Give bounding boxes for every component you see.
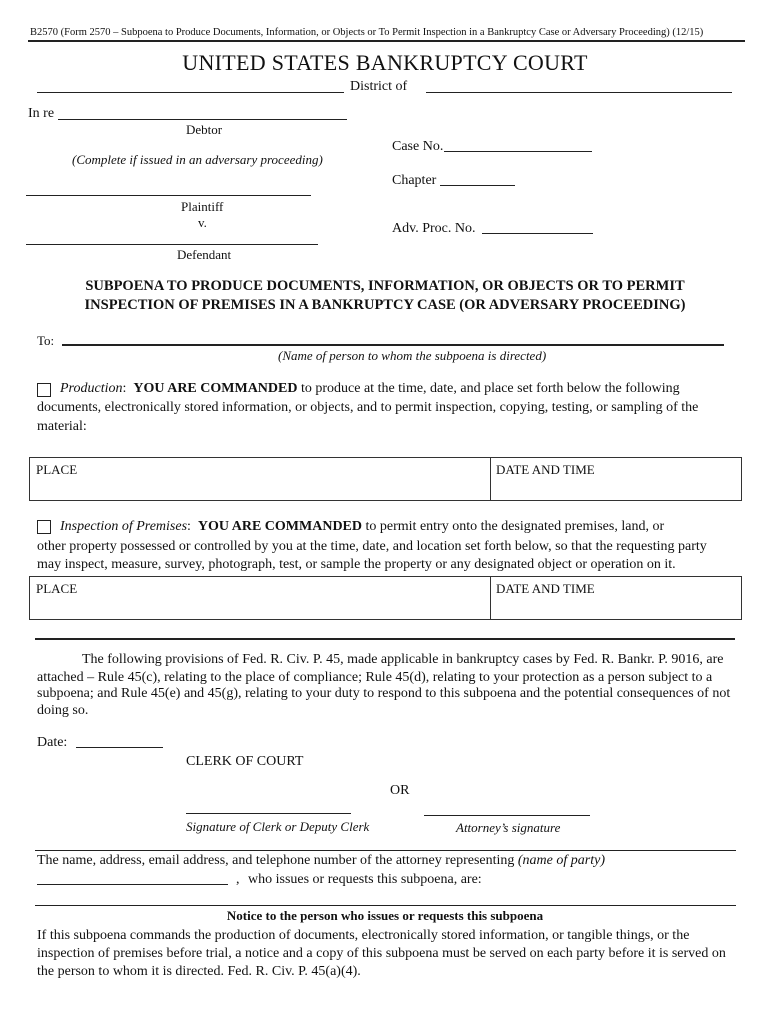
inspection-place-label: PLACE	[36, 581, 78, 596]
versus-label: v.	[198, 215, 207, 230]
attorney-info-line1	[37, 853, 605, 869]
in-re-label: In re	[28, 106, 55, 121]
notice-line1: If this subpoena commands the production of documents, electronically stored information, or tangible things, or the	[37, 928, 690, 943]
or-label: OR	[390, 783, 410, 798]
debtor-name-field[interactable]	[58, 119, 347, 120]
inspection-checkbox[interactable]	[37, 520, 51, 534]
date-label: Date:	[37, 735, 68, 750]
defendant-name-field[interactable]	[26, 244, 318, 245]
attorney-party-note: (name of party)	[517, 853, 605, 868]
notice-rule	[35, 905, 736, 906]
debtor-label: Debtor	[186, 122, 223, 137]
provisions-line4: doing so.	[37, 703, 89, 718]
production-datetime-label: DATE AND TIME	[496, 462, 595, 477]
court-title: UNITED STATES BANKRUPTCY COURT	[182, 50, 588, 75]
inspection-line3: may inspect, measure, survey, photograph, test, or sample the property or any designated object or operation on it.	[37, 557, 676, 572]
attorney-info-text: The name, address, email address, and telephone number of the attorney representing	[37, 853, 515, 868]
production-line1	[60, 381, 680, 397]
production-line2: documents, electronically stored information, or objects, and to permit inspection, copying, testing, or sampling of the	[37, 400, 699, 415]
inspection-command: YOU ARE COMMANDED	[197, 519, 363, 534]
chapter-field[interactable]	[440, 185, 515, 186]
chapter-label: Chapter	[392, 173, 437, 188]
attorney-info-line2: who issues or requests this subpoena, are:	[248, 872, 482, 887]
plaintiff-name-field[interactable]	[26, 195, 311, 196]
plaintiff-label: Plaintiff	[181, 199, 224, 214]
notice-heading: Notice to the person who issues or requests this subpoena	[226, 908, 544, 923]
form-identifier: B2570 (Form 2570 – Subpoena to Produce Documents, Information, or Objects or To Permit Inspection in a Bankruptcy Case or Adversary Proceeding) (12/15)	[30, 27, 704, 38]
inspection-place-table	[29, 576, 742, 620]
attorney-signature-label: Attorney’s signature	[456, 820, 561, 835]
defendant-label: Defendant	[177, 247, 232, 262]
adversary-note: (Complete if issued in an adversary proceeding)	[72, 152, 323, 167]
date-field[interactable]	[76, 747, 163, 748]
production-cell-divider	[490, 458, 491, 500]
inspection-datetime-label: DATE AND TIME	[496, 581, 595, 596]
provisions-line2: attached – Rule 45(c), relating to the place of compliance; Rule 45(d), relating to your protection as a person subject to a	[37, 670, 713, 685]
provisions-line1: The following provisions of Fed. R. Civ. P. 45, made applicable in bankruptcy cases by Fed. R. Bankr. P. 9016, are	[82, 652, 724, 667]
header-rule	[28, 40, 745, 42]
case-no-field[interactable]	[444, 151, 592, 152]
case-no-label: Case No.	[392, 139, 444, 154]
adv-proc-label: Adv. Proc. No.	[392, 221, 476, 236]
inspection-label: Inspection of Premises	[60, 519, 188, 534]
section-rule	[35, 638, 735, 640]
inspection-text: to permit entry onto the designated premises, land, or	[365, 519, 665, 534]
clerk-signature-field[interactable]	[186, 813, 351, 814]
production-place-label: PLACE	[36, 462, 78, 477]
party-name-field[interactable]	[37, 884, 228, 885]
attorney-section-rule	[35, 850, 736, 851]
production-label: Production	[60, 381, 123, 396]
recipient-note: (Name of person to whom the subpoena is directed)	[278, 348, 547, 363]
attorney-info-comma: ,	[236, 872, 240, 887]
clerk-of-court-label: CLERK OF COURT	[186, 754, 304, 769]
district-label: District of	[350, 79, 408, 94]
document-title-line2: INSPECTION OF PREMISES IN A BANKRUPTCY CASE (OR ADVERSARY PROCEEDING)	[84, 297, 686, 313]
adv-proc-field[interactable]	[482, 233, 593, 234]
district-name-field[interactable]	[37, 92, 344, 93]
clerk-signature-label: Signature of Clerk or Deputy Clerk	[186, 819, 370, 834]
notice-line3: the person to whom it is directed. Fed. R. Civ. P. 45(a)(4).	[37, 964, 361, 979]
notice-line2: inspection of premises before trial, a notice and a copy of this subpoena must be served on each party before it is served on	[37, 946, 726, 961]
production-checkbox[interactable]	[37, 383, 51, 397]
recipient-field[interactable]	[62, 344, 724, 346]
provisions-line3: subpoena; and Rule 45(e) and 45(g), relating to your duty to respond to this subpoena and the potential consequences of not	[37, 686, 731, 701]
inspection-colon: :	[187, 519, 191, 534]
production-text: to produce at the time, date, and place set forth below the following	[300, 381, 680, 396]
production-colon: :	[122, 381, 127, 396]
inspection-cell-divider	[490, 577, 491, 619]
production-command: YOU ARE COMMANDED	[133, 381, 298, 396]
production-place-table	[29, 457, 742, 501]
inspection-line1	[60, 519, 664, 535]
production-line3: material:	[37, 419, 87, 434]
district-field[interactable]	[426, 92, 732, 93]
to-label: To:	[37, 333, 55, 348]
attorney-signature-field[interactable]	[424, 815, 590, 816]
inspection-line2: other property possessed or controlled by you at the time, date, and location set forth below, so that the requesting party	[37, 539, 707, 554]
document-title-line1: SUBPOENA TO PRODUCE DOCUMENTS, INFORMATION, OR OBJECTS OR TO PERMIT	[85, 278, 685, 294]
